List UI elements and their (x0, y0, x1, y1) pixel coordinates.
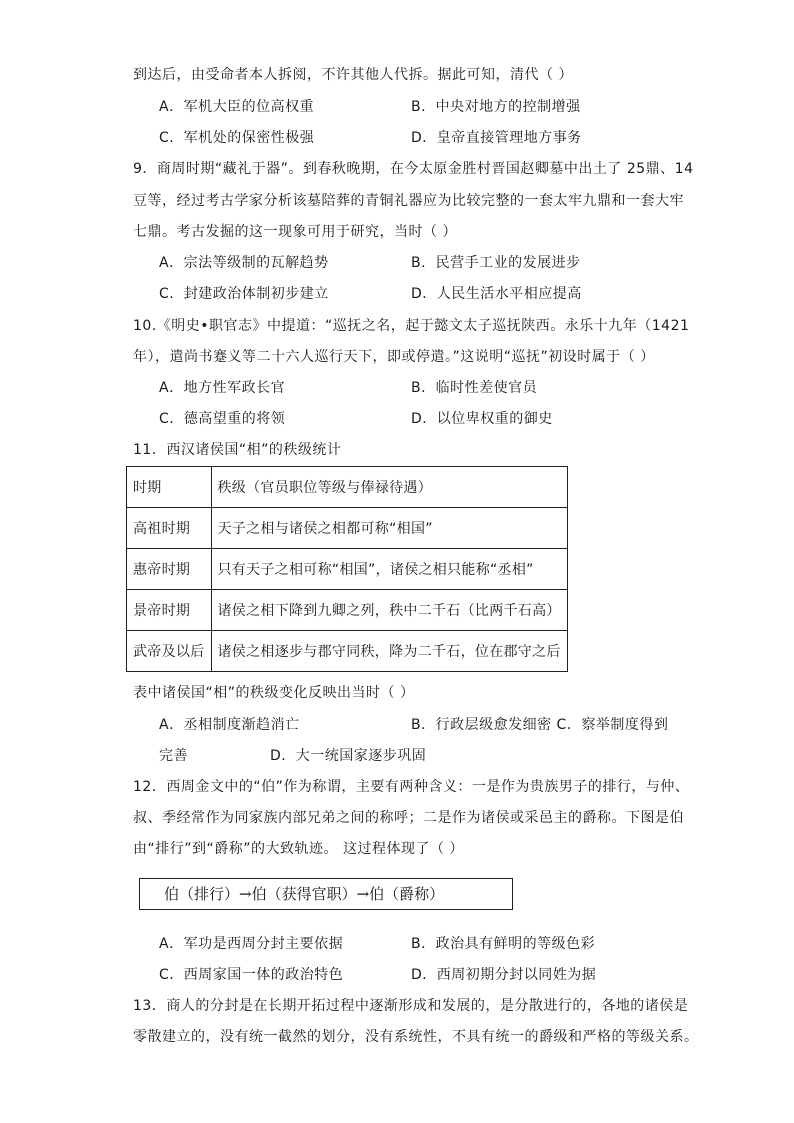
table-cell-period: 武帝及以后 (127, 631, 212, 672)
table-cell-rank: 只有天子之相可称“相国”，诸侯之相只能称“丞相” (211, 549, 567, 590)
q8-option-b[interactable]: B．中央对地方的控制增强 (411, 99, 581, 115)
q10-stem-line-2: 年），遣尚书蹇义等二十六人巡行天下，即或停遣。”这说明“巡抚”初设时属于（ ） (133, 349, 655, 365)
table-cell-rank: 天子之相与诸侯之相都可称“相国” (211, 508, 567, 549)
q9-option-b[interactable]: B．民营手工业的发展进步 (411, 255, 581, 271)
q9-option-a[interactable]: A．宗法等级制的瓦解趋势 (159, 255, 329, 271)
q9-option-c[interactable]: C．封建政治体制初步建立 (159, 286, 329, 302)
table-row (127, 590, 568, 631)
q8-option-d[interactable]: D．皇帝直接管理地方事务 (411, 130, 582, 146)
rank-table (126, 466, 568, 672)
table-cell-period: 景帝时期 (127, 590, 212, 631)
table-cell-period: 高祖时期 (127, 508, 212, 549)
table-row (127, 631, 568, 672)
q9-stem-line-1: 9．商周时期“藏礼于器”。到春秋晚期，在今太原金胜村晋国赵卿墓中出土了 25鼎、14 (133, 161, 694, 177)
table-header-period: 时期 (127, 467, 212, 508)
q11-option-c-tail[interactable]: 完善 (159, 748, 188, 764)
table-row (127, 508, 568, 549)
q10-option-a[interactable]: A．地方性军政长官 (159, 380, 286, 396)
q10-option-c[interactable]: C．德高望重的将领 (159, 411, 286, 427)
table-header-rank: 秩级（官员职位等级与俸禄待遇） (211, 467, 567, 508)
q8-stem-tail: 到达后，由受命者本人拆阅，不许其他人代拆。据此可知，清代（ ） (133, 67, 573, 83)
q9-stem-line-3: 七鼎。考古发掘的这一现象可用于研究，当时（ ） (133, 224, 457, 240)
table-cell-rank: 诸侯之相逐步与郡守同秩，降为二千石，位在郡守之后 (211, 631, 567, 672)
table-row (127, 467, 568, 508)
q10-stem-line-1: 10.《明史•职官志》中提道：“巡抚之名，起于懿文太子巡抚陕西。永乐十九年（1421 (133, 318, 690, 334)
q12-stem-line-3: 由“排行”到“爵称”的大致轨迹。 这过程体现了（ ） (133, 841, 464, 857)
q12-option-d[interactable]: D．西周初期分封以同姓为据 (411, 967, 597, 983)
q12-option-c[interactable]: C．西周家国一体的政治特色 (159, 967, 344, 983)
table-row (127, 549, 568, 590)
table-cell-period: 惠帝时期 (127, 549, 212, 590)
q11-option-b-c[interactable]: B．行政层级愈发细密 C．察举制度得到 (411, 717, 669, 733)
q12-option-b[interactable]: B．政治具有鲜明的等级色彩 (411, 936, 596, 952)
q8-option-c[interactable]: C．军机处的保密性极强 (159, 130, 315, 146)
q11-title: 11．西汉诸侯国“相”的秩级统计 (133, 442, 342, 458)
q13-stem-line-1: 13．商人的分封是在长期开拓过程中逐渐形成和发展的，是分散进行的，各地的诸侯是 (133, 998, 689, 1014)
q8-option-a[interactable]: A．军机大臣的位高权重 (159, 99, 315, 115)
q9-stem-line-2: 豆等，经过考古学家分析该墓陪葬的青铜礼器应为比较完整的一套太牢九鼎和一套大牢 (133, 193, 684, 209)
q12-option-a[interactable]: A．军功是西周分封主要依据 (159, 936, 344, 952)
q13-stem-line-2: 零散建立的，没有统一截然的划分，没有系统性，不具有统一的爵级和严格的等级关系。 (133, 1029, 699, 1045)
q10-option-b[interactable]: B．临时性差使官员 (411, 380, 538, 396)
q10-option-d[interactable]: D．以位卑权重的御史 (411, 411, 553, 427)
q12-stem-line-1: 12．西周金文中的“伯”作为称谓，主要有两种含义：一是作为贵族男子的排行，与仲、 (133, 779, 690, 795)
title-flow-diagram: 伯（排行）→伯（获得官职）→伯（爵称） (139, 878, 513, 910)
q9-option-d[interactable]: D．人民生活水平相应提高 (411, 286, 582, 302)
q11-question: 表中诸侯国“相”的秩级变化反映出当时（ ） (133, 685, 415, 701)
q11-option-d[interactable]: D．大一统国家逐步巩固 (270, 748, 427, 764)
table-cell-rank: 诸侯之相下降到九卿之列，秩中二千石（比两千石高） (211, 590, 567, 631)
q11-option-a[interactable]: A．丞相制度渐趋消亡 (159, 717, 300, 733)
q12-stem-line-2: 叔、季经常作为同家族内部兄弟之间的称呼；二是作为诸侯或采邑主的爵称。下图是伯 (133, 810, 684, 826)
